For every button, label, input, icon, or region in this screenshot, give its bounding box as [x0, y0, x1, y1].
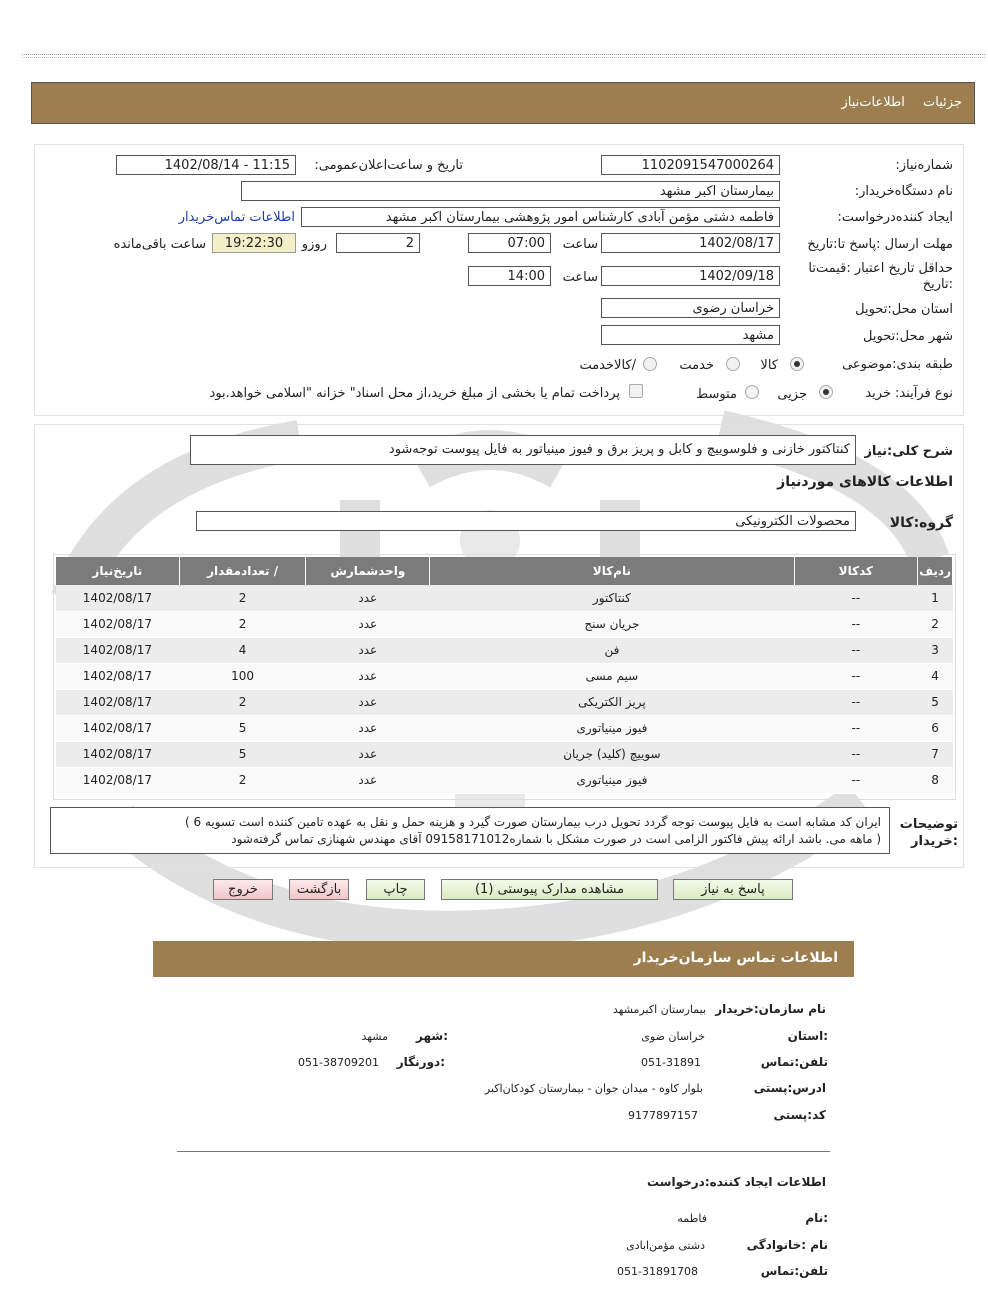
- table-row: [56, 663, 953, 689]
- buyer-contact-link[interactable]: اطلاعات تماس‌خریدار: [178, 210, 295, 225]
- cell-qty: 5: [179, 741, 306, 767]
- general-desc-field: کنتاکتور خازنی و فلوسوییچ و کابل و پریز برق و فیوز مینیاتور به فایل پیوست توجه‌شود: [190, 435, 856, 465]
- validity-date-field: 1402/09/18: [601, 266, 780, 286]
- phone-label: تلفن:تماس: [760, 1055, 828, 1069]
- cell-code: --: [794, 715, 918, 741]
- general-desc-label: شرح کلی:نیاز: [864, 444, 953, 459]
- view-documents-button[interactable]: مشاهده مدارک پیوستی (1): [441, 879, 658, 900]
- address-value: بلوار کاوه - میدان جوان - بیمارستان کودکان‌اکبر: [484, 1082, 703, 1095]
- process-label: نوع فرآیند:: [895, 386, 953, 401]
- process-medium-radio[interactable]: [745, 385, 759, 399]
- city-contact-label: :شهر: [416, 1029, 448, 1043]
- address-label: ادرس:پستی: [753, 1081, 826, 1095]
- contact-divider: [177, 1151, 830, 1152]
- reply-button[interactable]: پاسخ به نیاز: [673, 879, 793, 900]
- deadline-time-field: 07:00: [468, 233, 551, 253]
- table-row: [56, 585, 953, 611]
- cell-unit: عدد: [306, 585, 430, 611]
- name-label: :نام: [805, 1211, 828, 1225]
- cell-row-no: 8: [918, 767, 953, 793]
- remaining-clock: 19:22:30: [212, 233, 296, 253]
- cell-qty: 2: [179, 611, 306, 637]
- category-both-radio[interactable]: [643, 357, 657, 371]
- creator-label: ایجاد کننده‌درخواست:: [837, 210, 953, 225]
- fax-label: :دورنگار: [396, 1055, 445, 1069]
- cell-unit: عدد: [306, 689, 430, 715]
- creator-field: فاطمه دشتی مؤمن آبادی کارشناس امور پژوهشی بیمارستان اکبر مشهد: [301, 207, 780, 227]
- process-medium-label: متوسط: [696, 387, 737, 402]
- need-number-field: 1102091547000264: [601, 155, 780, 175]
- cell-unit: عدد: [306, 611, 430, 637]
- cell-code: --: [794, 637, 918, 663]
- contact-section-title: اطلاعات تماس سازمان‌خریدار: [153, 941, 854, 977]
- tab-details[interactable]: جزئیات: [923, 95, 962, 110]
- name-value: فاطمه: [677, 1212, 707, 1225]
- city-contact-value: مشهد: [361, 1030, 388, 1043]
- category-service-radio[interactable]: [726, 357, 740, 371]
- buyer-device-field: بیمارستان اکبر مشهد: [241, 181, 780, 201]
- goods-info-title: اطلاعات کالاهای موردنیاز: [777, 474, 953, 490]
- province-label: استان محل:تحویل: [855, 302, 953, 317]
- days-label: روزو: [301, 237, 327, 252]
- deadline-date-field: 1402/08/17: [601, 233, 780, 253]
- province-contact-value: خراسان ضوی: [641, 1030, 705, 1043]
- cell-code: --: [794, 663, 918, 689]
- col-code: کدکالا: [794, 557, 918, 585]
- validity-label: حداقل تاریخ اعتبار :قیمت‌تا :تاریخ: [808, 261, 953, 292]
- header-bar: [31, 82, 975, 124]
- buyer-notes-label: توضیحات :خریدار: [899, 817, 958, 849]
- col-date: تاریخ‌نیاز: [56, 557, 180, 585]
- creator-phone-value: 051-31891708: [617, 1265, 698, 1278]
- buyer-device-label: نام دستگاه‌خریدار:: [854, 184, 953, 199]
- cell-row-no: 7: [918, 741, 953, 767]
- cell-row-no: 6: [918, 715, 953, 741]
- announce-label: تاریخ و ساعت‌اعلان‌عمومی:: [314, 158, 463, 173]
- table-row: [56, 715, 953, 741]
- category-both-label: /کالاخدمت: [579, 358, 636, 373]
- table-row: [56, 741, 953, 767]
- validity-time-label: ساعت: [562, 270, 598, 285]
- cell-date: 1402/08/17: [56, 689, 180, 715]
- cell-name: کنتاکتور: [430, 585, 794, 611]
- cell-name: سیم مسی: [430, 663, 794, 689]
- cell-date: 1402/08/17: [56, 637, 180, 663]
- cell-date: 1402/08/17: [56, 611, 180, 637]
- cell-row-no: 2: [918, 611, 953, 637]
- process-small-radio[interactable]: [819, 385, 833, 399]
- cell-unit: عدد: [306, 637, 430, 663]
- deadline-time-label: ساعت: [562, 237, 598, 252]
- cell-code: --: [794, 767, 918, 793]
- cell-name: جریان سنج: [430, 611, 794, 637]
- treasury-checkbox[interactable]: [629, 384, 643, 398]
- cell-name: فن: [430, 637, 794, 663]
- remaining-label: ساعت باقی‌مانده: [113, 237, 206, 252]
- table-row: [56, 637, 953, 663]
- table-header-row: [56, 557, 953, 585]
- cell-name: فیوز مینیاتوری: [430, 767, 794, 793]
- cell-code: --: [794, 611, 918, 637]
- category-goods-label: کالا: [760, 358, 778, 373]
- cell-code: --: [794, 741, 918, 767]
- city-field: مشهد: [601, 325, 780, 345]
- cell-name: پریز الکتریکی: [430, 689, 794, 715]
- exit-button[interactable]: خروج: [213, 879, 273, 900]
- cell-qty: 100: [179, 663, 306, 689]
- org-value: بیمارستان اکبرمشهد: [612, 1003, 706, 1016]
- goods-group-field: محصولات الکترونیکی: [196, 511, 856, 531]
- process-small-label: جزیی: [777, 387, 807, 402]
- creator-phone-label: تلفن:تماس: [760, 1264, 828, 1278]
- city-label: شهر محل:تحویل: [863, 329, 953, 344]
- category-goods-radio[interactable]: [790, 357, 804, 371]
- cell-qty: 2: [179, 767, 306, 793]
- col-unit: واحدشمارش: [306, 557, 430, 585]
- cell-row-no: 1: [918, 585, 953, 611]
- cell-qty: 2: [179, 689, 306, 715]
- validity-time-field: 14:00: [468, 266, 551, 286]
- top-divider: [22, 54, 985, 58]
- cell-date: 1402/08/17: [56, 663, 180, 689]
- cell-qty: 2: [179, 585, 306, 611]
- back-button[interactable]: بازگشت: [289, 879, 349, 900]
- phone-value: 051-31891: [641, 1056, 701, 1069]
- cell-code: --: [794, 585, 918, 611]
- goods-group-label: گروه:کالا: [889, 515, 953, 531]
- cell-qty: 4: [179, 637, 306, 663]
- cell-row-no: 4: [918, 663, 953, 689]
- category-service-label: خدمت: [679, 358, 714, 373]
- fax-value: 051-38709201: [298, 1056, 379, 1069]
- family-label: نام :خانوادگی: [746, 1238, 828, 1252]
- tab-need-info[interactable]: اطلاعات‌نیاز: [841, 95, 905, 110]
- goods-table: [55, 557, 953, 794]
- cell-row-no: 3: [918, 637, 953, 663]
- province-field: خراسان رضوی: [601, 298, 780, 318]
- cell-unit: عدد: [306, 715, 430, 741]
- col-row-no: ردیف: [918, 557, 953, 585]
- postal-label: کد:پستی: [773, 1108, 826, 1122]
- cell-date: 1402/08/17: [56, 767, 180, 793]
- print-button[interactable]: چاپ: [366, 879, 425, 900]
- family-value: دشتی مؤمن‌ابادی: [626, 1239, 705, 1252]
- cell-unit: عدد: [306, 741, 430, 767]
- cell-date: 1402/08/17: [56, 715, 180, 741]
- announce-field: 1402/08/14 - 11:15: [116, 155, 296, 175]
- category-label: طبقه بندی:موضوعی: [842, 357, 953, 372]
- cell-unit: عدد: [306, 767, 430, 793]
- deadline-label: مهلت ارسال :پاسخ تا:تاریخ: [807, 237, 953, 252]
- buyer-notes-field: ایران کد مشابه است به فایل پیوست توجه گردد تحویل درب بیمارستان صورت گیرد و هزینه حمل و نقل به عهده تامین کننده است تسویه 6 ) ( ماهه می. باشد ارائه پیش فاکتور الزامی است در صورت مشکل با شماره09158171012 آقای مهندس شهنازی تماس گرفته‌شود: [50, 807, 890, 854]
- table-row: [56, 767, 953, 793]
- cell-name: فیوز مینیاتوری: [430, 715, 794, 741]
- cell-qty: 5: [179, 715, 306, 741]
- table-row: [56, 689, 953, 715]
- process-buy-label: خرید: [865, 386, 891, 401]
- col-qty: / تعدادمقدار: [179, 557, 306, 585]
- cell-code: --: [794, 689, 918, 715]
- cell-date: 1402/08/17: [56, 585, 180, 611]
- treasury-note: پرداخت تمام یا بخشی از مبلغ خرید،از محل اسناد" خزانه "اسلامی خواهد.بود: [209, 386, 620, 401]
- col-name: نام‌کالا: [430, 557, 794, 585]
- table-row: [56, 611, 953, 637]
- province-contact-label: :استان: [787, 1029, 828, 1043]
- cell-date: 1402/08/17: [56, 741, 180, 767]
- cell-unit: عدد: [306, 663, 430, 689]
- days-field: 2: [336, 233, 420, 253]
- need-number-label: شماره‌نیاز:: [895, 158, 953, 173]
- org-label: نام سازمان:خریدار: [715, 1002, 826, 1016]
- cell-name: سوییچ (کلید) جریان: [430, 741, 794, 767]
- cell-row-no: 5: [918, 689, 953, 715]
- postal-value: 9177897157: [628, 1109, 698, 1122]
- creator-info-title: اطلاعات ایجاد کننده:درخواست: [646, 1175, 826, 1189]
